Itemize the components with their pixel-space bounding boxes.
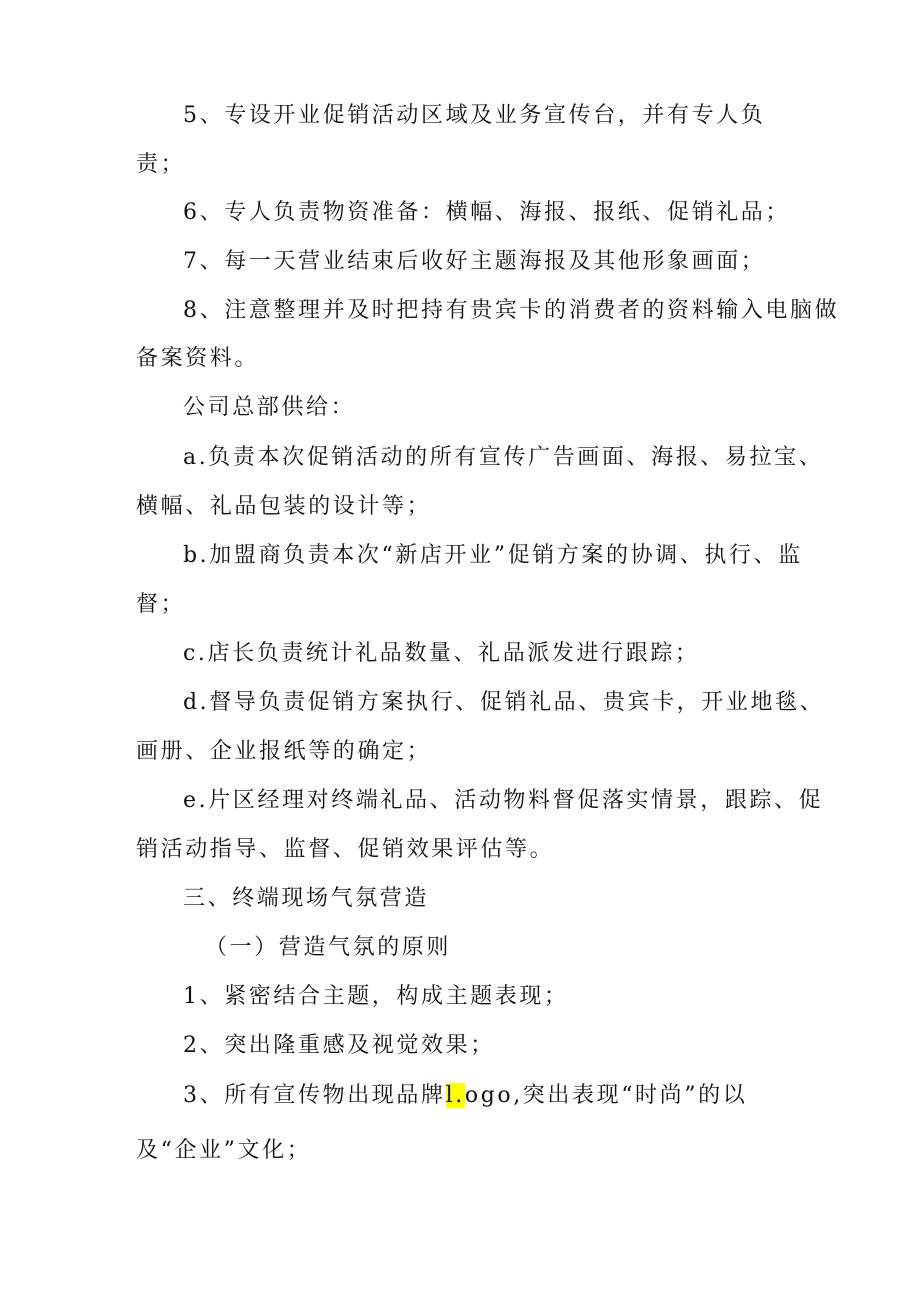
text-line: 6、专人负责物资准备：横幅、海报、报纸、促销礼品； (183, 200, 790, 225)
text-line: 督； (136, 592, 186, 617)
text-line: 画册、企业报纸等的确定； (136, 739, 432, 764)
text-line: c.店长负责统计礼品数量、礼品派发进行跟踪； (183, 641, 700, 666)
section-heading: 公司总部供给： (183, 395, 356, 420)
text-line: 横幅、礼品包装的设计等； (136, 494, 432, 519)
text-segment: ogo,突出表现“时尚”的以 (464, 1083, 748, 1108)
text-line: 备案资料。 (136, 346, 260, 371)
section-heading: 三、终端现场气氛营造 (183, 886, 430, 911)
text-line: 责； (136, 152, 186, 177)
text-line: b.加盟商负责本次“新店开业”促销方案的协调、执行、监 (183, 543, 803, 568)
text-line: e.片区经理对终端礼品、活动物料督促落实情景，跟踪、促 (183, 788, 824, 813)
text-line: a.负责本次促销活动的所有宣传广告画面、海报、易拉宝、 (183, 445, 824, 470)
text-line (183, 1081, 747, 1111)
text-line: 5、专设开业促销活动区域及业务宣传台，并有专人负 (183, 103, 766, 128)
text-line: 2、突出隆重感及视觉效果； (183, 1033, 495, 1058)
text-line: 销活动指导、监督、促销效果评估等。 (136, 837, 555, 862)
subsection-heading: （一）营造气氛的原则 (205, 935, 452, 960)
text-line: 1、紧密结合主题，构成主题表现； (183, 984, 569, 1009)
text-line: 及“企业”文化； (136, 1138, 312, 1163)
text-line: d.督导负责促销方案执行、促销礼品、贵宾卡，开业地毯、 (183, 690, 825, 715)
text-line: 7、每一天营业结束后收好主题海报及其他形象画面； (183, 249, 766, 274)
highlighted-text: l. (445, 1083, 465, 1108)
text-line: 8、注意整理并及时把持有贵宾卡的消费者的资料输入电脑做 (183, 298, 840, 323)
text-segment: 3、所有宣传物出现品牌 (183, 1083, 446, 1108)
